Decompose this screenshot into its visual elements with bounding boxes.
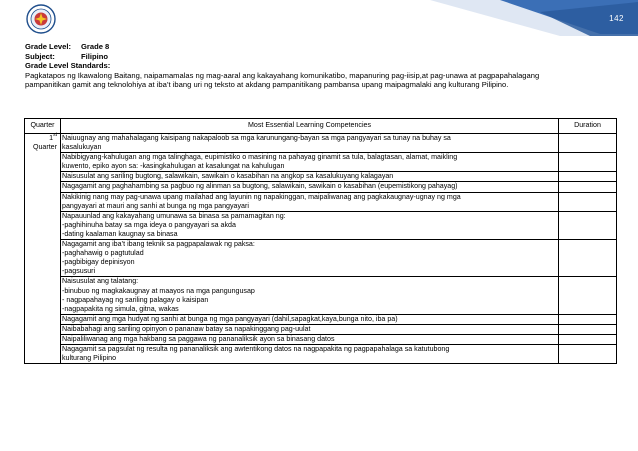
quarter-label: Quarter <box>32 143 57 152</box>
competency-text-line: Nakikinig nang may pag-unawa upang mailahad ang layunin ng napakinggan, maipaliwanag ang pagkakaugnay-ugnay ng mga <box>62 192 461 201</box>
competency-text-line: -pagsusuri <box>62 267 96 276</box>
table-row <box>25 211 617 239</box>
subject-value: Filipino <box>81 51 108 61</box>
competency-cell <box>61 153 559 172</box>
competency-text-line: Naiuugnay ang mahahalagang kaisipang nakapaloob sa mga karunungang-bayan sa mga pangyayari sa tunay na buhay sa <box>62 134 451 142</box>
table-row <box>25 334 617 344</box>
competency-text-line: -nagpapakita ng simula, gitna, wakas <box>62 304 179 313</box>
competency-text-line: pangyayari at mauri ang sanhi at bunga ng mga pangyayari <box>62 201 249 210</box>
competency-text-line: -paghihinuha batay sa mga ideya o pangyayari sa akda <box>62 220 236 229</box>
duration-cell <box>559 182 617 192</box>
duration-cell <box>559 345 617 364</box>
competency-cell <box>61 277 559 314</box>
standards-text-line-1: Pagkatapos ng Ikawalong Baitang, naipamamalas ng mag-aaral ang kakayahang komunikatibo, mapanuring pag-iisip,at pag-unawa at pagpapahalagang <box>25 70 540 80</box>
page-number: 142 <box>609 14 624 23</box>
competency-cell <box>61 192 559 211</box>
competency-text-line: Naipaliliwanag ang mga hakbang sa paggawa ng pananaliksik ayon sa binasang datos <box>62 334 335 343</box>
quarter-header: Quarter <box>25 119 61 134</box>
competency-cell <box>61 314 559 324</box>
competency-text-line: Nagagamit ang iba’t ibang teknik sa pagpapalawak ng paksa: <box>62 240 255 249</box>
duration-cell <box>559 314 617 324</box>
competency-text-line: -dating kaalaman kaugnay sa binasa <box>62 229 178 238</box>
grade-level-value: Grade 8 <box>81 42 110 51</box>
table-row <box>25 172 617 182</box>
standards-text-line-2: pampanitikan gamit ang teknolohiya at iba’t ibang uri ng teksto at akdang pampanitikang pambansa upang maipagmalaki ang kulturang Pilipino. <box>25 80 509 90</box>
duration-cell <box>559 192 617 211</box>
table-row <box>25 240 617 277</box>
duration-cell <box>559 211 617 239</box>
duration-cell <box>559 277 617 314</box>
table-row <box>25 314 617 324</box>
subject-label: Subject: <box>25 51 55 61</box>
competencies-body <box>25 134 617 364</box>
table-row <box>25 182 617 192</box>
table-row <box>25 153 617 172</box>
competency-text-line: Naibabahagi ang sariling opinyon o pananaw batay sa napakinggang pag-uulat <box>62 324 311 333</box>
table-row <box>25 192 617 211</box>
competency-text-line: kulturang Pilipino <box>62 354 117 363</box>
competency-text-line: Naisusulat ang sariling bugtong, salawikain, sawikain o kasabihan na angkop sa kasalukuyang kalagayan <box>62 172 394 181</box>
subject-row <box>25 52 615 62</box>
duration-cell <box>559 172 617 182</box>
competency-cell <box>61 172 559 182</box>
duration-cell <box>559 153 617 172</box>
competency-cell <box>61 211 559 239</box>
duration-cell <box>559 134 617 153</box>
quarter-number-value: 1 <box>49 134 54 142</box>
quarter-number <box>26 134 57 143</box>
competency-cell <box>61 345 559 364</box>
table-header-row <box>25 119 617 134</box>
standards-label: Grade Level Standards: <box>25 61 111 71</box>
quarter-cell <box>25 134 61 364</box>
competencies-header: Most Essential Learning Competencies <box>61 119 559 134</box>
competency-text-line: -paghahawig o pagtutulad <box>62 249 144 258</box>
competency-text-line: -pagbibigay depinisyon <box>62 258 135 267</box>
competency-text-line: kuwento, epiko ayon sa: -kasingkahulugan at kasalungat na kahulugan <box>62 162 285 171</box>
grade-level-row <box>25 42 615 52</box>
competency-text-line: -binubuo ng magkakaugnay at maayos na mga pangungusap <box>62 286 255 295</box>
duration-header: Duration <box>559 119 617 134</box>
duration-cell <box>559 240 617 277</box>
competency-text-line: Nabibigyang-kahulugan ang mga talinghaga, eupimistiko o masining na pahayag ginamit sa tula, balagtasan, alamat, maikling <box>62 153 458 162</box>
standards-row <box>25 61 615 71</box>
competencies-table <box>24 118 617 364</box>
header-banner <box>0 0 638 40</box>
competency-text-line: kasalukuyan <box>62 143 102 152</box>
table-row <box>25 134 617 153</box>
competency-cell <box>61 334 559 344</box>
quarter-number-suffix: st <box>53 132 57 138</box>
competency-text-line: Napauunlad ang kakayahang umunawa sa binasa sa pamamagitan ng: <box>62 211 286 220</box>
competency-text-line: Naisusulat ang talatang: <box>62 277 139 286</box>
deped-seal-icon <box>26 4 56 34</box>
competency-text-line: Nagagamit ang mga hudyat ng sanhi at bunga ng mga pangyayari (dahil,sapagkat,kaya,bunga nito, iba pa) <box>62 314 398 323</box>
table-row <box>25 277 617 314</box>
curriculum-header <box>25 42 615 90</box>
grade-level-label: Grade Level: <box>25 42 72 51</box>
competency-text-line: Nagagamit sa pagsulat ng resulta ng pananaliksik ang awtentikong datos na nagpapakita ng pagpapahalaga sa katutubong <box>62 345 450 354</box>
competency-cell <box>61 182 559 192</box>
competency-text-line: Nagagamit ang paghahambing sa pagbuo ng alinman sa bugtong, salawikain, sawikain o kasabihan (eupemistikong pahayag) <box>62 182 458 191</box>
table-row <box>25 345 617 364</box>
duration-cell <box>559 324 617 334</box>
competency-cell <box>61 134 559 153</box>
competency-cell <box>61 240 559 277</box>
duration-cell <box>559 334 617 344</box>
table-row <box>25 324 617 334</box>
competency-cell <box>61 324 559 334</box>
competency-text-line: - nagpapahayag ng sariling palagay o kaisipan <box>62 295 209 304</box>
